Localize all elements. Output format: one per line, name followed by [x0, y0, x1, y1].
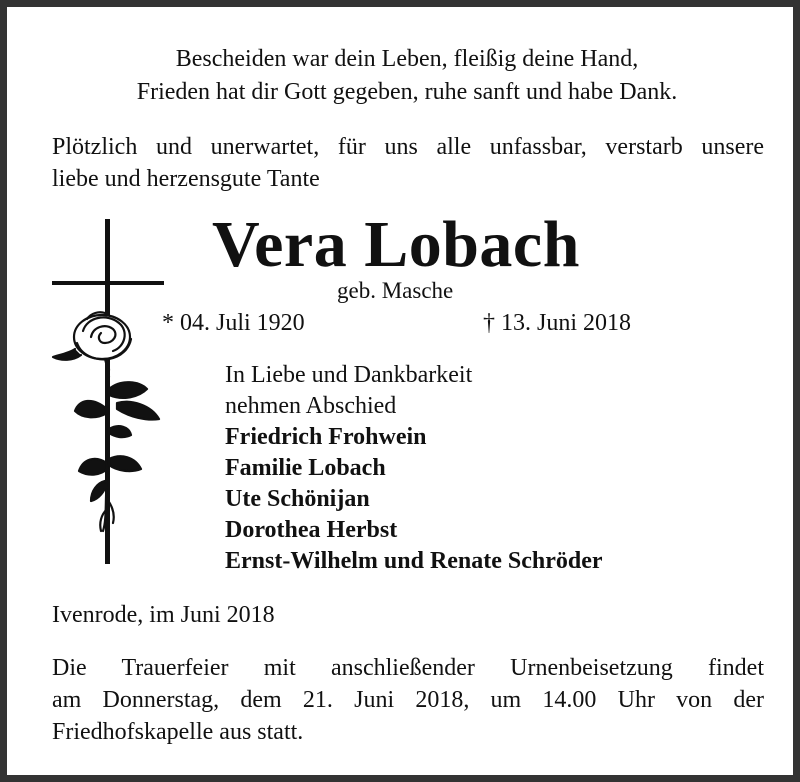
death-date: † 13. Juni 2018 — [483, 310, 632, 336]
mourners-line-1: In Liebe und Dankbarkeit — [225, 362, 473, 388]
intro-text — [52, 131, 764, 195]
deceased-name: Vera Lobach — [212, 208, 580, 281]
birth-date: * 04. Juli 1920 — [162, 310, 305, 336]
mourner-name: Friedrich Frohwein — [225, 424, 427, 450]
motto-verse — [7, 43, 800, 109]
funeral-info — [52, 652, 764, 748]
mourner-name: Dorothea Herbst — [225, 517, 398, 543]
intro-line-1: Plötzlich und unerwartet, für uns alle unfassbar, verstarb unsere — [52, 134, 764, 160]
funeral-line-2: am Donnerstag, dem 21. Juni 2018, um 14.00 Uhr von der — [52, 687, 764, 713]
mourners-block — [225, 360, 603, 577]
mourner-name: Familie Lobach — [225, 455, 386, 481]
motto-line-2: Frieden hat dir Gott gegeben, ruhe sanft und habe Dank. — [136, 79, 678, 105]
funeral-line-1: Die Trauerfeier mit anschließender Urnenbeisetzung findet — [52, 655, 764, 681]
cross-with-rose — [47, 219, 172, 567]
funeral-line-3: Friedhofskapelle aus statt. — [52, 719, 304, 745]
intro-line-2: liebe und herzensgute Tante — [52, 166, 320, 192]
place-and-date: Ivenrode, im Juni 2018 — [52, 602, 275, 628]
mourners-line-2: nehmen Abschied — [225, 393, 397, 419]
mourner-name: Ernst-Wilhelm und Renate Schröder — [225, 548, 603, 574]
mourner-name: Ute Schönijan — [225, 486, 370, 512]
birth-name: geb. Masche — [337, 278, 454, 303]
motto-line-1: Bescheiden war dein Leben, fleißig deine Hand, — [175, 46, 639, 72]
